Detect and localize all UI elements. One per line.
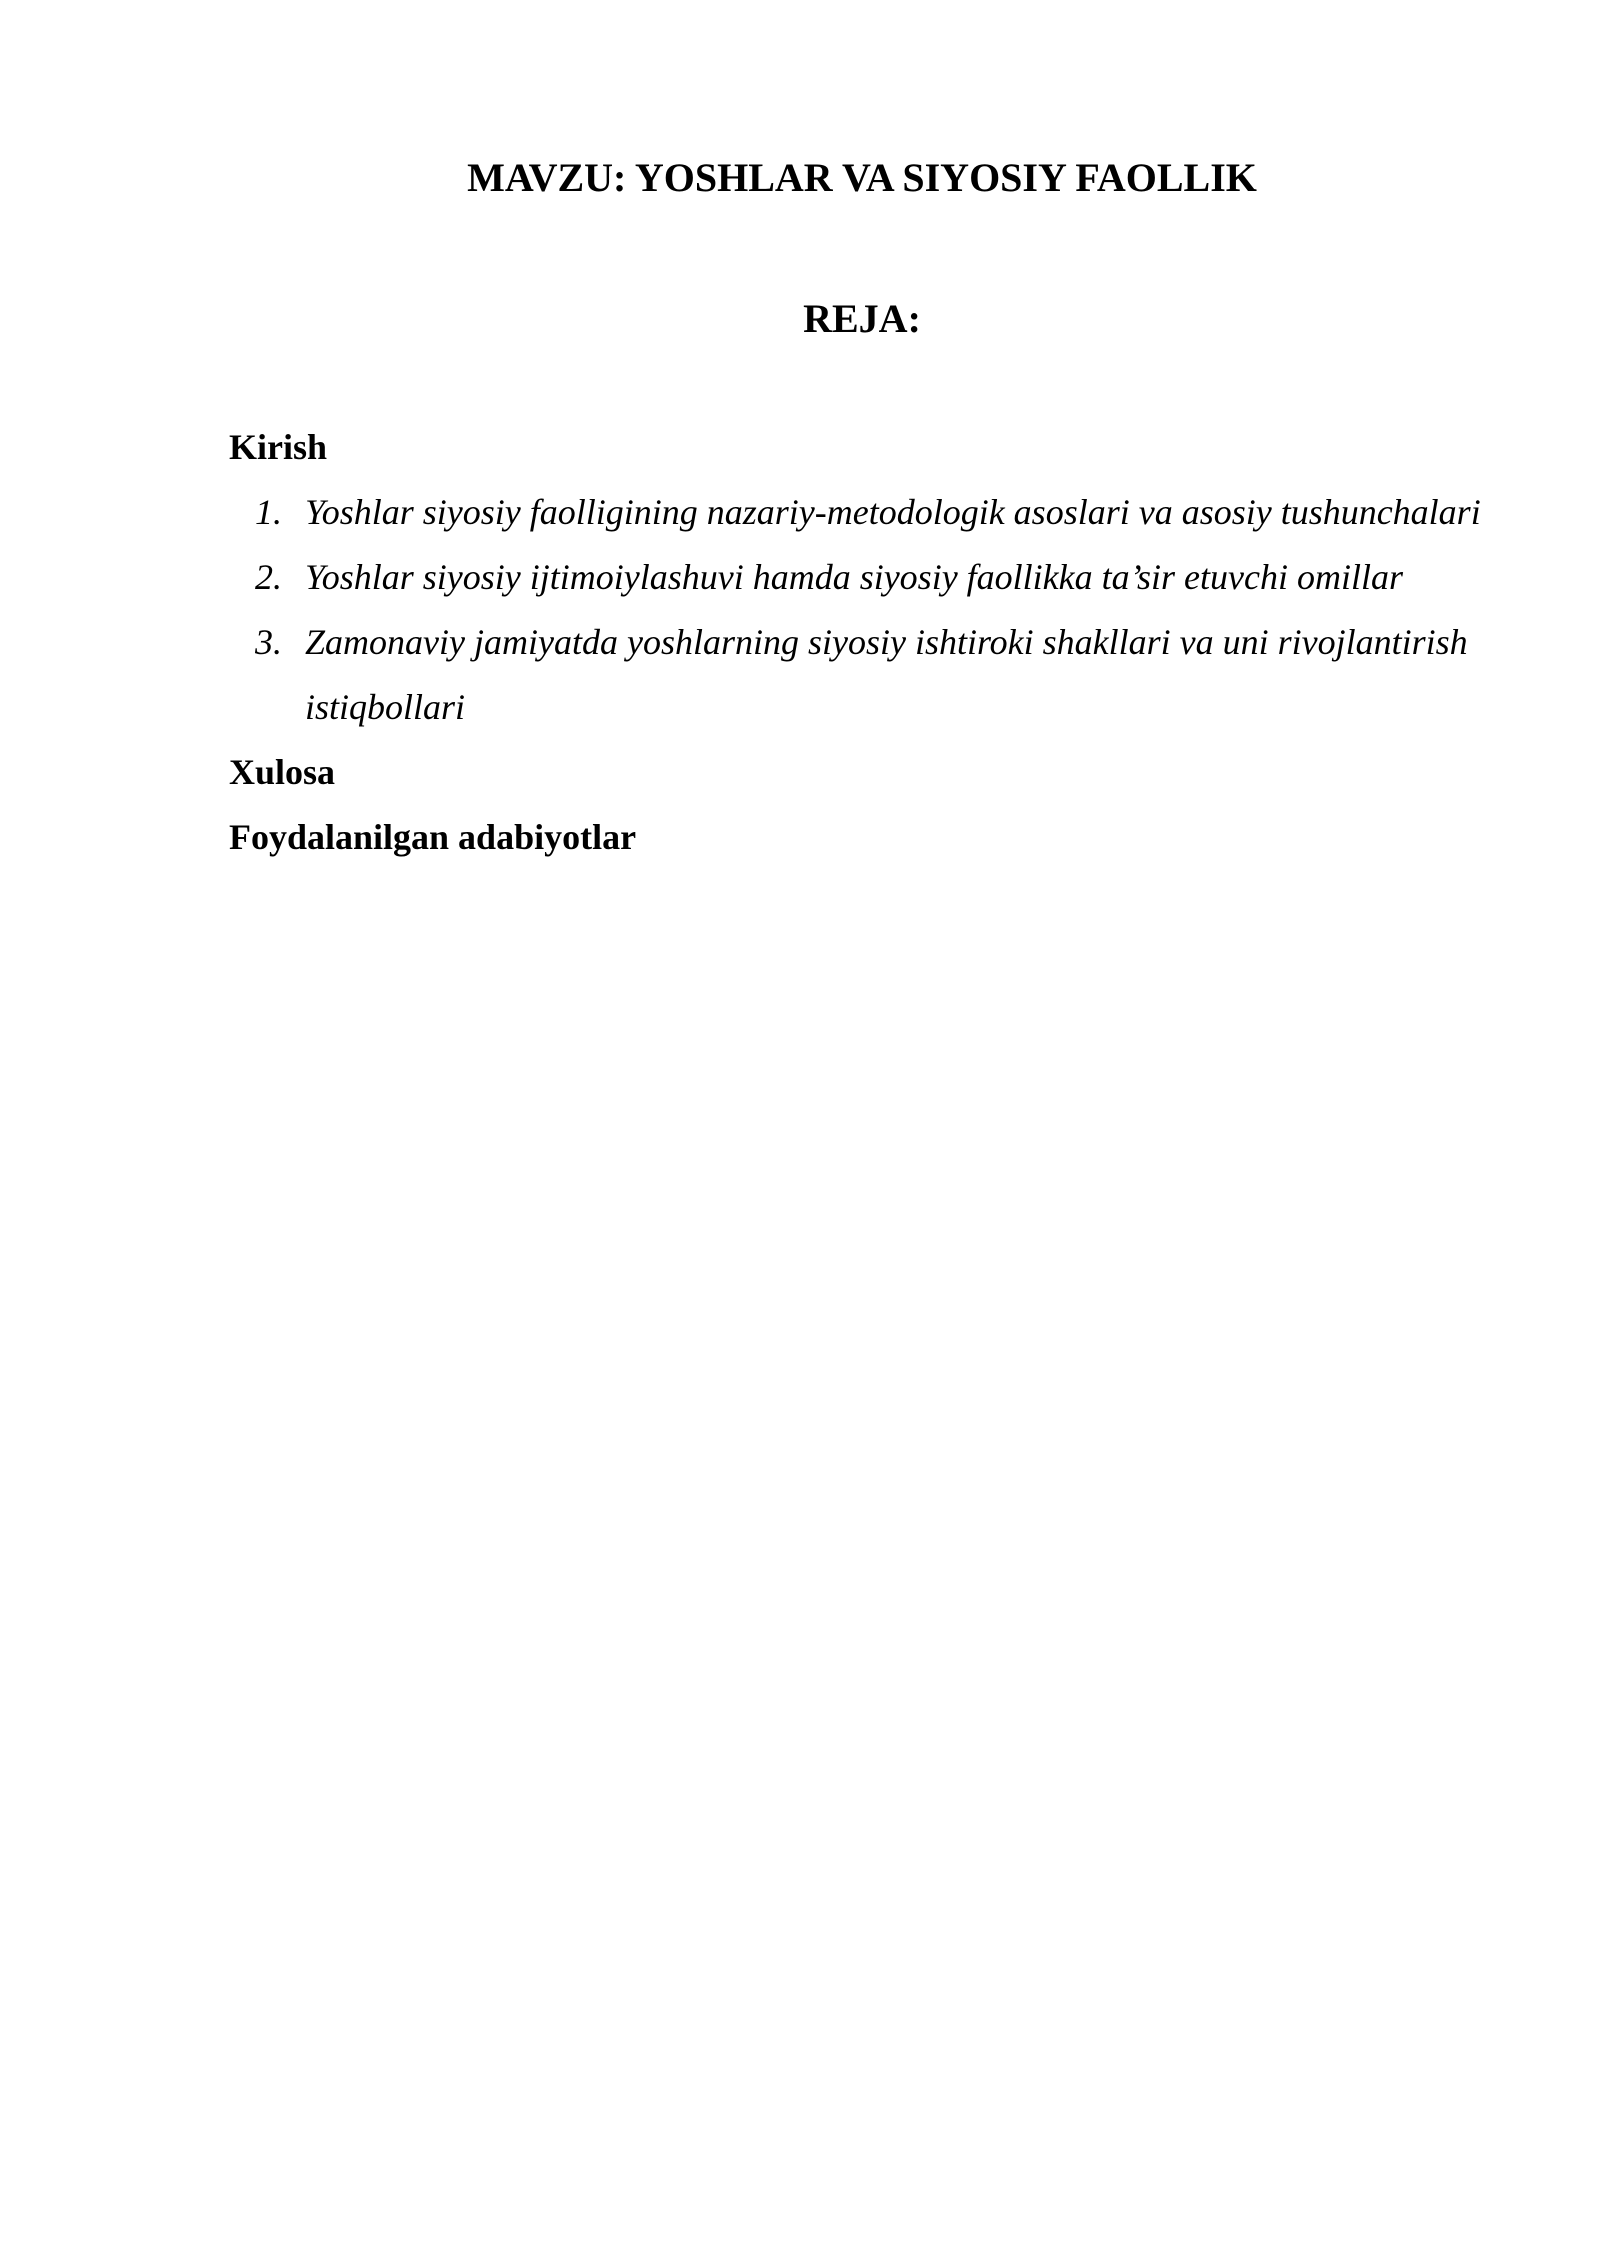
conclusion-heading: Xulosa xyxy=(229,752,336,792)
plan-item xyxy=(229,545,1535,610)
plan-item-text: Zamonaviy jamiyatda yoshlarning siyosiy ishtiroki shakllari va uni rivojlantirish istiqbollari xyxy=(305,622,1468,727)
plan-item-text: Yoshlar siyosiy ijtimoiylashuvi hamda siyosiy faollikka ta’sir etuvchi omillar xyxy=(305,557,1403,597)
intro-heading: Kirish xyxy=(229,427,328,467)
document-title: MAVZU: YOSHLAR VA SIYOSIY FAOLLIK xyxy=(467,155,1257,200)
plan-item xyxy=(229,480,1535,545)
plan-item-number: 2. xyxy=(255,557,282,597)
plan-item-number: 3. xyxy=(255,622,282,662)
references-heading: Foydalanilgan adabiyotlar xyxy=(229,817,637,857)
plan-item-number: 1. xyxy=(255,492,282,532)
plan-list xyxy=(229,415,1529,870)
plan-item-text: Yoshlar siyosiy faolligining nazariy-metodologik asoslari va asosiy tushunchalari xyxy=(305,492,1481,532)
plan-heading: REJA: xyxy=(803,296,921,341)
plan-items xyxy=(229,480,1529,740)
plan-item xyxy=(229,610,1535,740)
